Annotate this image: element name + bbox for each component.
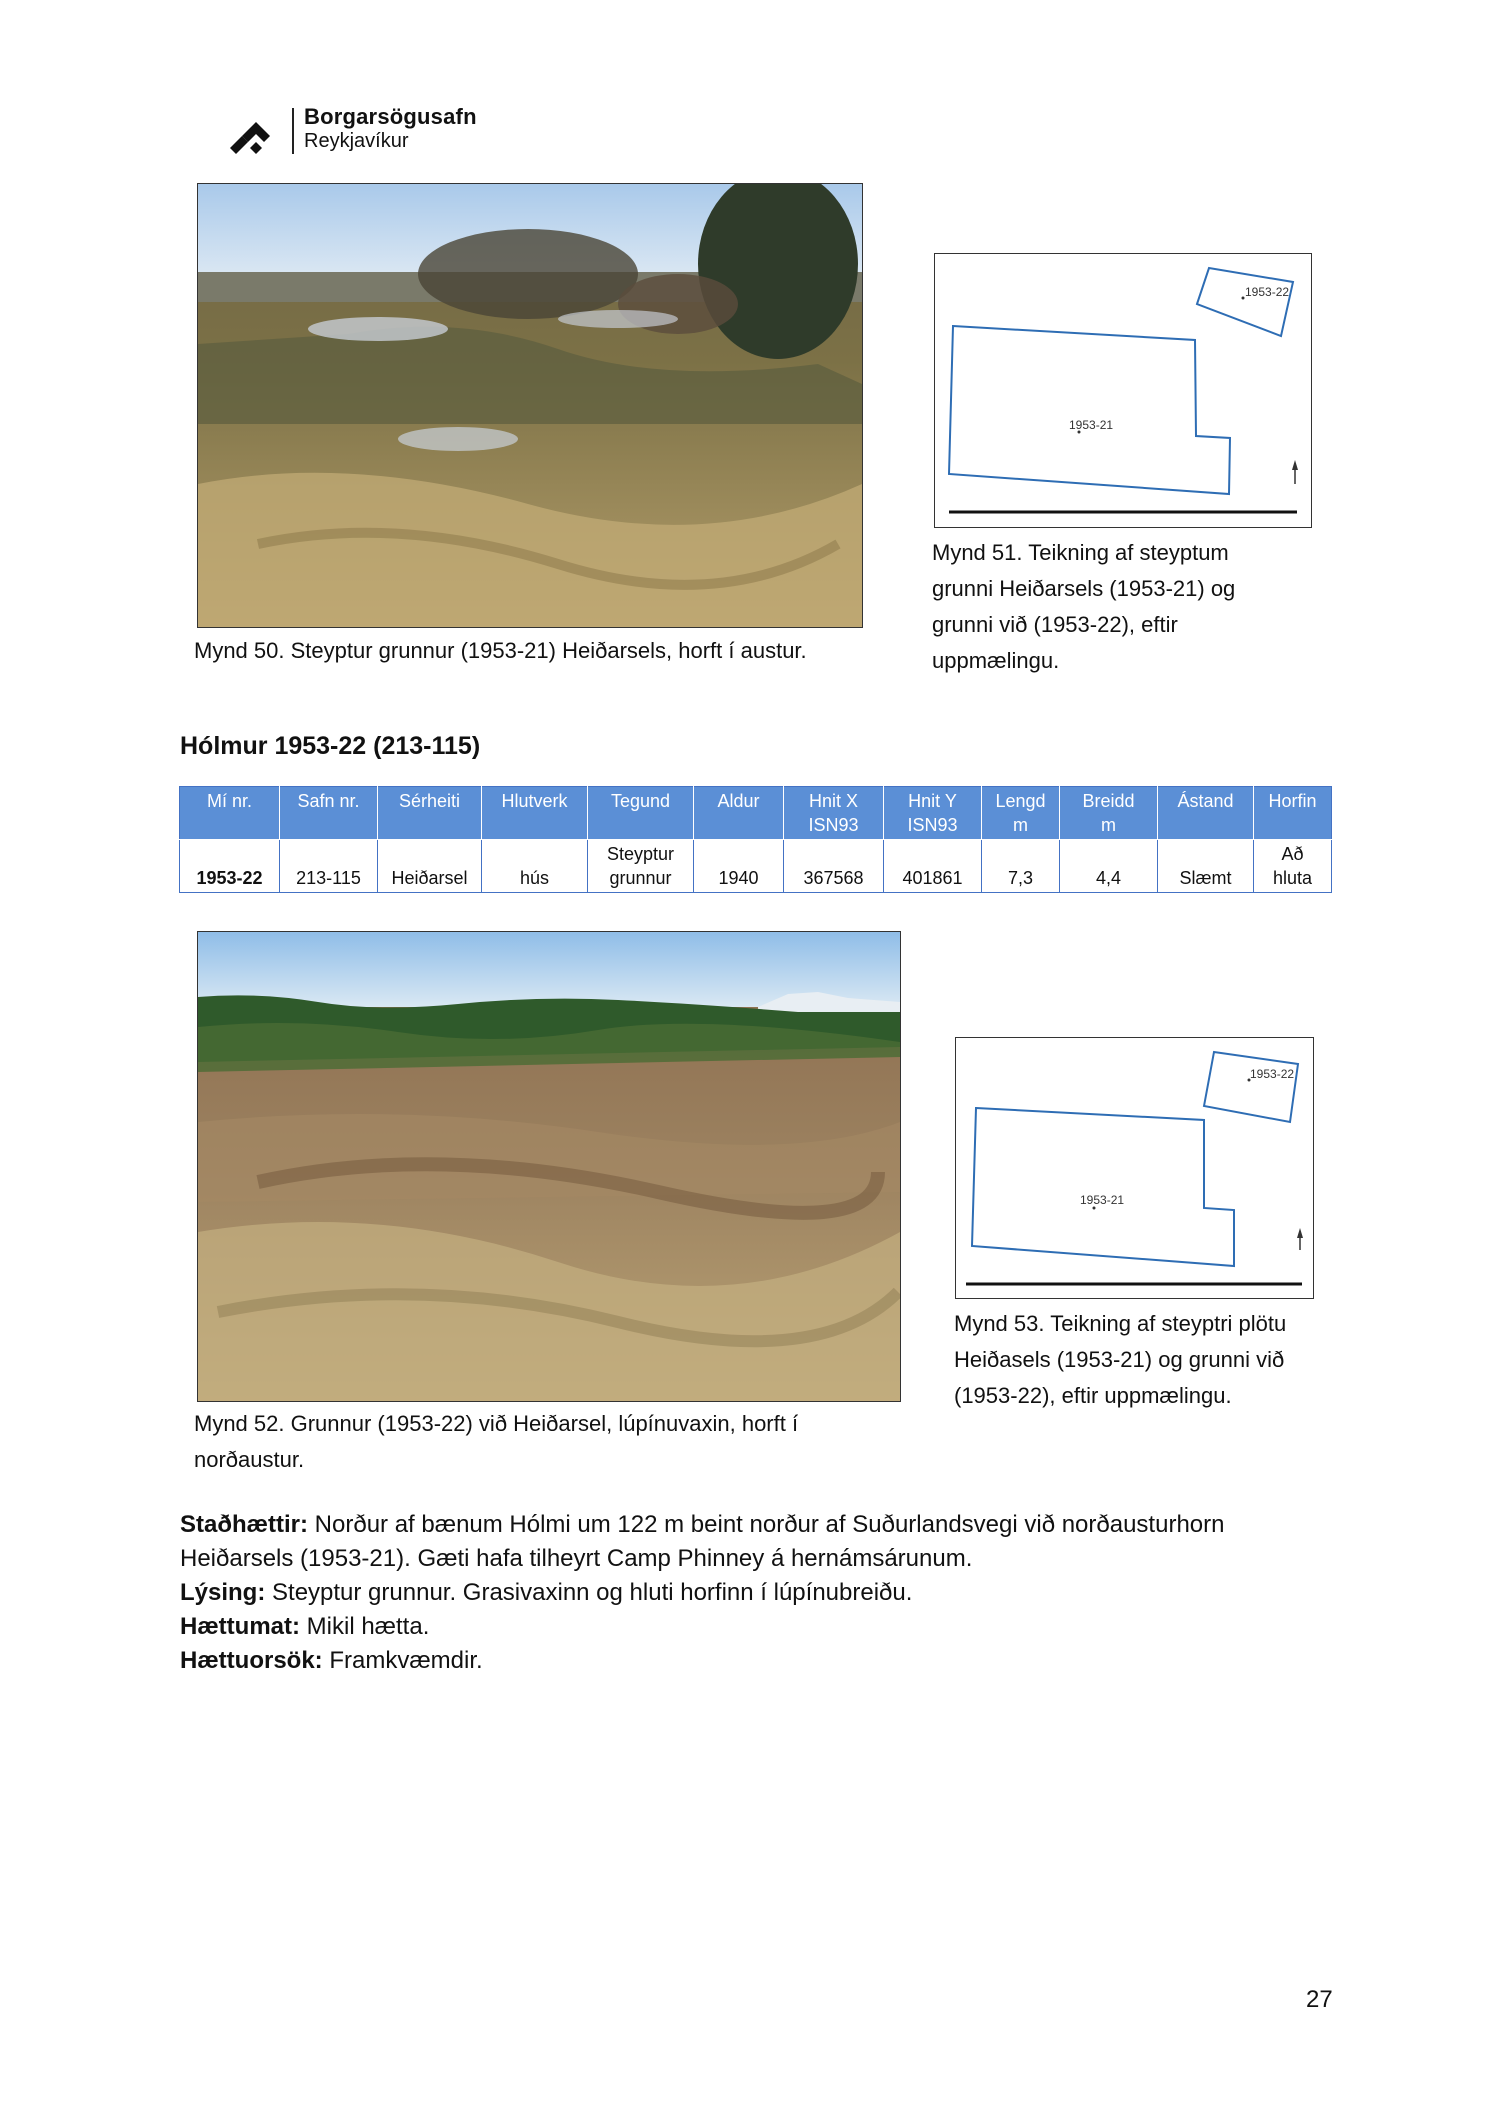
page-number: 27 (1306, 1986, 1333, 2013)
col-header: Mí nr. (180, 787, 280, 840)
table-cell: 213-115 (280, 840, 378, 893)
col-header: Lengd m (982, 787, 1060, 840)
stadhaettir-text-cont: Heiðarsels (1953-21). Gæti hafa tilheyrt Camp Phinney á hernámsárunum. (180, 1545, 973, 1572)
table-cell: hús (482, 840, 588, 893)
lysing-paragraph (180, 1576, 1340, 1610)
registry-table (179, 786, 1332, 893)
table-cell: 401861 (884, 840, 982, 893)
col-header: Horfin (1254, 787, 1332, 840)
col-header: Aldur (694, 787, 784, 840)
figure-53-map (955, 1037, 1314, 1299)
map53-label-1953-22: 1953-22 (1250, 1067, 1295, 1081)
figure-51-caption-line: uppmælingu. (932, 648, 1060, 673)
col-header: Ástand (1158, 787, 1254, 840)
figure-50-caption: Mynd 50. Steyptur grunnur (1953-21) Heiðarsels, horft í austur. (194, 638, 807, 663)
figure-53-caption (954, 1306, 1344, 1414)
stadhaettir-paragraph (180, 1508, 1340, 1576)
table-cell: 7,3 (982, 840, 1060, 893)
map51-label-1953-21: 1953-21 (1069, 418, 1114, 432)
figure-53-caption-line: (1953-22), eftir uppmælingu. (954, 1383, 1232, 1408)
figure-52-photo (197, 931, 901, 1402)
figure-51-caption-line: Mynd 51. Teikning af steyptum (932, 540, 1229, 565)
figure-53-caption-line: Mynd 53. Teikning af steyptri plötu (954, 1311, 1287, 1336)
figure-52-caption (194, 1406, 894, 1478)
logo-name: Borgarsögusafn (304, 104, 477, 129)
museum-logo (228, 104, 528, 160)
figure-53-caption-line: Heiðasels (1953-21) og grunni við (954, 1347, 1285, 1372)
col-header: Safn nr. (280, 787, 378, 840)
figure-51-caption (932, 535, 1312, 679)
site-heading: Hólmur 1953-22 (213-115) (180, 732, 481, 760)
site-description (180, 1508, 1340, 1678)
table-cell: Steyptur grunnur (588, 840, 694, 893)
figure-50-photo (197, 183, 863, 628)
lysing-label: Lýsing: (180, 1579, 266, 1606)
table-cell: Að hluta (1254, 840, 1332, 893)
map53-label-1953-21: 1953-21 (1080, 1193, 1125, 1207)
haettumat-text: Mikil hætta. (300, 1613, 430, 1640)
haettuorsok-text: Framkvæmdir. (322, 1647, 483, 1674)
table-header-row (180, 787, 1332, 840)
col-header: Hnit X ISN93 (784, 787, 884, 840)
table-cell: Slæmt (1158, 840, 1254, 893)
stadhaettir-text: Norður af bænum Hólmi um 122 m beint norður af Suðurlandsvegi við norðausturhorn (308, 1511, 1225, 1538)
haettumat-label: Hættumat: (180, 1613, 300, 1640)
col-header: Tegund (588, 787, 694, 840)
logo-mark-icon (228, 108, 284, 156)
logo-city: Reykjavíkur (304, 130, 409, 152)
figure-52-caption-line: norðaustur. (194, 1447, 305, 1472)
haettumat-paragraph (180, 1610, 1340, 1644)
col-header: Sérheiti (378, 787, 482, 840)
map51-label-1953-22: 1953-22 (1245, 285, 1290, 299)
figure-51-caption-line: grunni Heiðarsels (1953-21) og (932, 576, 1236, 601)
figure-52-caption-line: Mynd 52. Grunnur (1953-22) við Heiðarsel, lúpínuvaxin, horft í (194, 1411, 799, 1436)
table-cell: Heiðarsel (378, 840, 482, 893)
table-cell: 4,4 (1060, 840, 1158, 893)
col-header: Breidd m (1060, 787, 1158, 840)
table-cell: 1940 (694, 840, 784, 893)
figure-51-map (934, 253, 1312, 528)
lysing-text: Steyptur grunnur. Grasivaxinn og hluti horfinn í lúpínubreiðu. (265, 1579, 913, 1606)
table-cell: 367568 (784, 840, 884, 893)
figure-51-caption-line: grunni við (1953-22), eftir (932, 612, 1178, 637)
table-cell: 1953-22 (180, 840, 280, 893)
haettuorsok-label: Hættuorsök: (180, 1647, 323, 1674)
col-header: Hlutverk (482, 787, 588, 840)
stadhaettir-label: Staðhættir: (180, 1511, 308, 1538)
col-header: Hnit Y ISN93 (884, 787, 982, 840)
table-row (180, 840, 1332, 893)
haettuorsok-paragraph (180, 1644, 1340, 1678)
logo-separator (292, 108, 294, 154)
